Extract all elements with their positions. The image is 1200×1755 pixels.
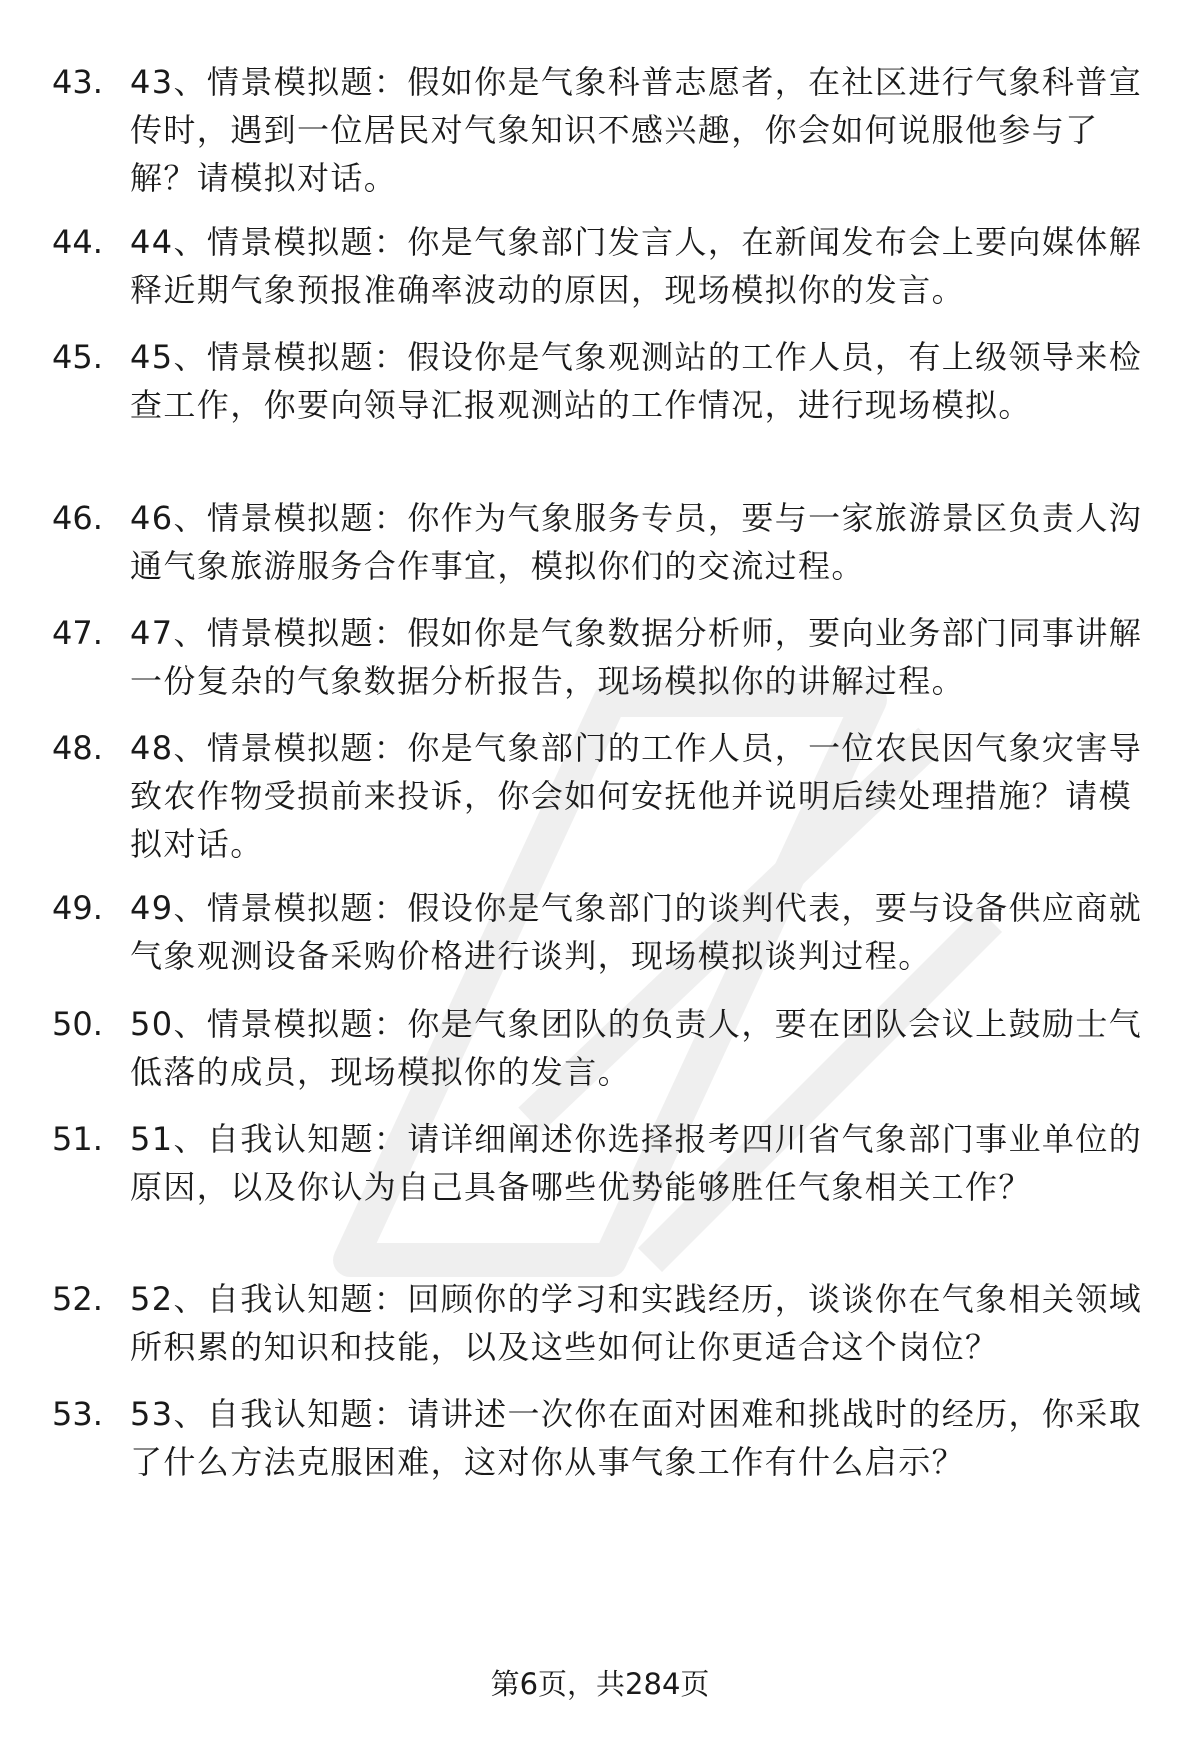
question-number: 48. [52, 729, 103, 767]
question-number: 43. [52, 63, 103, 101]
question-number: 44. [52, 223, 103, 261]
question-text: 48、情景模拟题：你是气象部门的工作人员，一位农民因气象灾害导致农作物受损前来投诉，你会如何安抚他并说明后续处理措施？请模拟对话。 [130, 729, 1143, 863]
question-number: 51. [52, 1120, 103, 1158]
question-text: 45、情景模拟题：假设你是气象观测站的工作人员，有上级领导来检查工作，你要向领导汇报观测站的工作情况，进行现场模拟。 [130, 338, 1143, 424]
question-text: 43、情景模拟题：假如你是气象科普志愿者，在社区进行气象科普宣传时，遇到一位居民对气象知识不感兴趣，你会如何说服他参与了解？请模拟对话。 [130, 63, 1143, 197]
question-text: 52、自我认知题：回顾你的学习和实践经历，谈谈你在气象相关领域所积累的知识和技能，以及这些如何让你更适合这个岗位？ [130, 1280, 1143, 1366]
question-text: 51、自我认知题：请详细阐述你选择报考四川省气象部门事业单位的原因，以及你认为自己具备哪些优势能够胜任气象相关工作？ [130, 1120, 1143, 1206]
question-text: 44、情景模拟题：你是气象部门发言人，在新闻发布会上要向媒体解释近期气象预报准确率波动的原因，现场模拟你的发言。 [130, 223, 1143, 309]
question-number: 47. [52, 614, 103, 652]
question-text: 46、情景模拟题：你作为气象服务专员，要与一家旅游景区负责人沟通气象旅游服务合作事宜，模拟你们的交流过程。 [130, 499, 1143, 585]
question-number: 46. [52, 499, 103, 537]
question-text: 53、自我认知题：请讲述一次你在面对困难和挑战时的经历，你采取了什么方法克服困难，这对你从事气象工作有什么启示？ [130, 1395, 1143, 1481]
question-number: 53. [52, 1395, 103, 1433]
question-number: 49. [52, 889, 103, 927]
question-text: 47、情景模拟题：假如你是气象数据分析师，要向业务部门同事讲解一份复杂的气象数据分析报告，现场模拟你的讲解过程。 [130, 614, 1143, 700]
question-text: 50、情景模拟题：你是气象团队的负责人，要在团队会议上鼓励士气低落的成员，现场模拟你的发言。 [130, 1005, 1143, 1091]
question-number: 50. [52, 1005, 103, 1043]
page-footer: 第6页，共284页 [490, 1667, 710, 1701]
question-number: 45. [52, 338, 103, 376]
question-text: 49、情景模拟题：假设你是气象部门的谈判代表，要与设备供应商就气象观测设备采购价格进行谈判，现场模拟谈判过程。 [130, 889, 1143, 975]
question-number: 52. [52, 1280, 103, 1318]
